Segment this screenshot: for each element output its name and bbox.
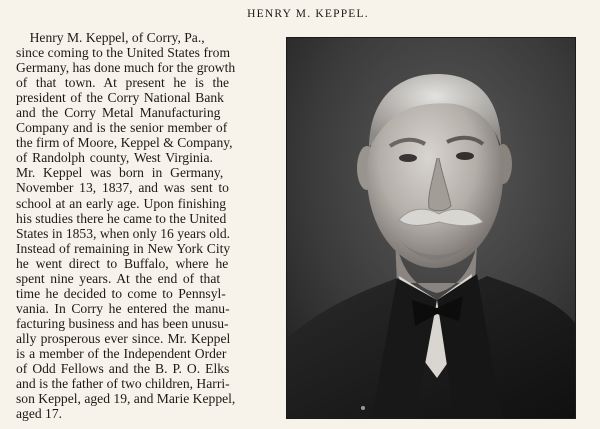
text-line: Company and is the senior member of xyxy=(16,120,228,136)
text-line: facturing business and has been unusu- xyxy=(16,315,229,331)
text-line: Germany, has done much for the growth xyxy=(16,60,236,76)
text-line: vania. In Corry he entered the manu- xyxy=(16,300,230,316)
right-eye xyxy=(456,152,474,160)
text-line: Instead of remaining in New York City xyxy=(16,240,231,256)
portrait-illustration xyxy=(287,38,575,418)
text-line: school at an early age. Upon finishing xyxy=(16,195,227,211)
text-line: his studies there he came to the United xyxy=(16,210,227,226)
page-title: HENRY M. KEPPEL. xyxy=(247,8,369,20)
text-line: Mr. Keppel was born in Germany, xyxy=(16,165,224,181)
biography-text xyxy=(16,30,272,421)
text-line: ally prosperous ever since. Mr. Keppel xyxy=(16,330,231,346)
text-line: Henry M. Keppel, of Corry, Pa., xyxy=(16,30,205,45)
text-line: time he decided to come to Pennsyl- xyxy=(16,285,226,301)
text-line: spent nine years. At the end of that xyxy=(16,270,221,286)
text-line: since coming to the United States from xyxy=(16,45,231,61)
text-line: and the Corry Metal Manufacturing xyxy=(16,105,221,121)
text-line: of Odd Fellows and the B. P. O. Elks xyxy=(16,361,230,377)
text-line: is a member of the Independent Order xyxy=(16,345,227,361)
text-line: November 13, 1837, and was sent to xyxy=(16,180,229,196)
text-line: he went direct to Buffalo, where he xyxy=(16,255,229,271)
portrait-photo xyxy=(286,37,576,419)
text-line: States in 1853, when only 16 years old. xyxy=(16,225,231,241)
left-eye xyxy=(399,154,417,162)
text-line: the firm of Moore, Keppel & Company, xyxy=(16,135,233,151)
text-line: of Randolph county, West Virginia. xyxy=(16,150,213,166)
text-line: of that town. At present he is the xyxy=(16,75,230,91)
text-line: son Keppel, aged 19, and Marie Keppel, xyxy=(16,391,236,407)
text-line: president of the Corry National Bank xyxy=(16,90,224,106)
text-line: and is the father of two children, Harri- xyxy=(16,376,230,392)
watch-chain-stud xyxy=(361,406,365,410)
text-line: aged 17. xyxy=(16,406,63,422)
